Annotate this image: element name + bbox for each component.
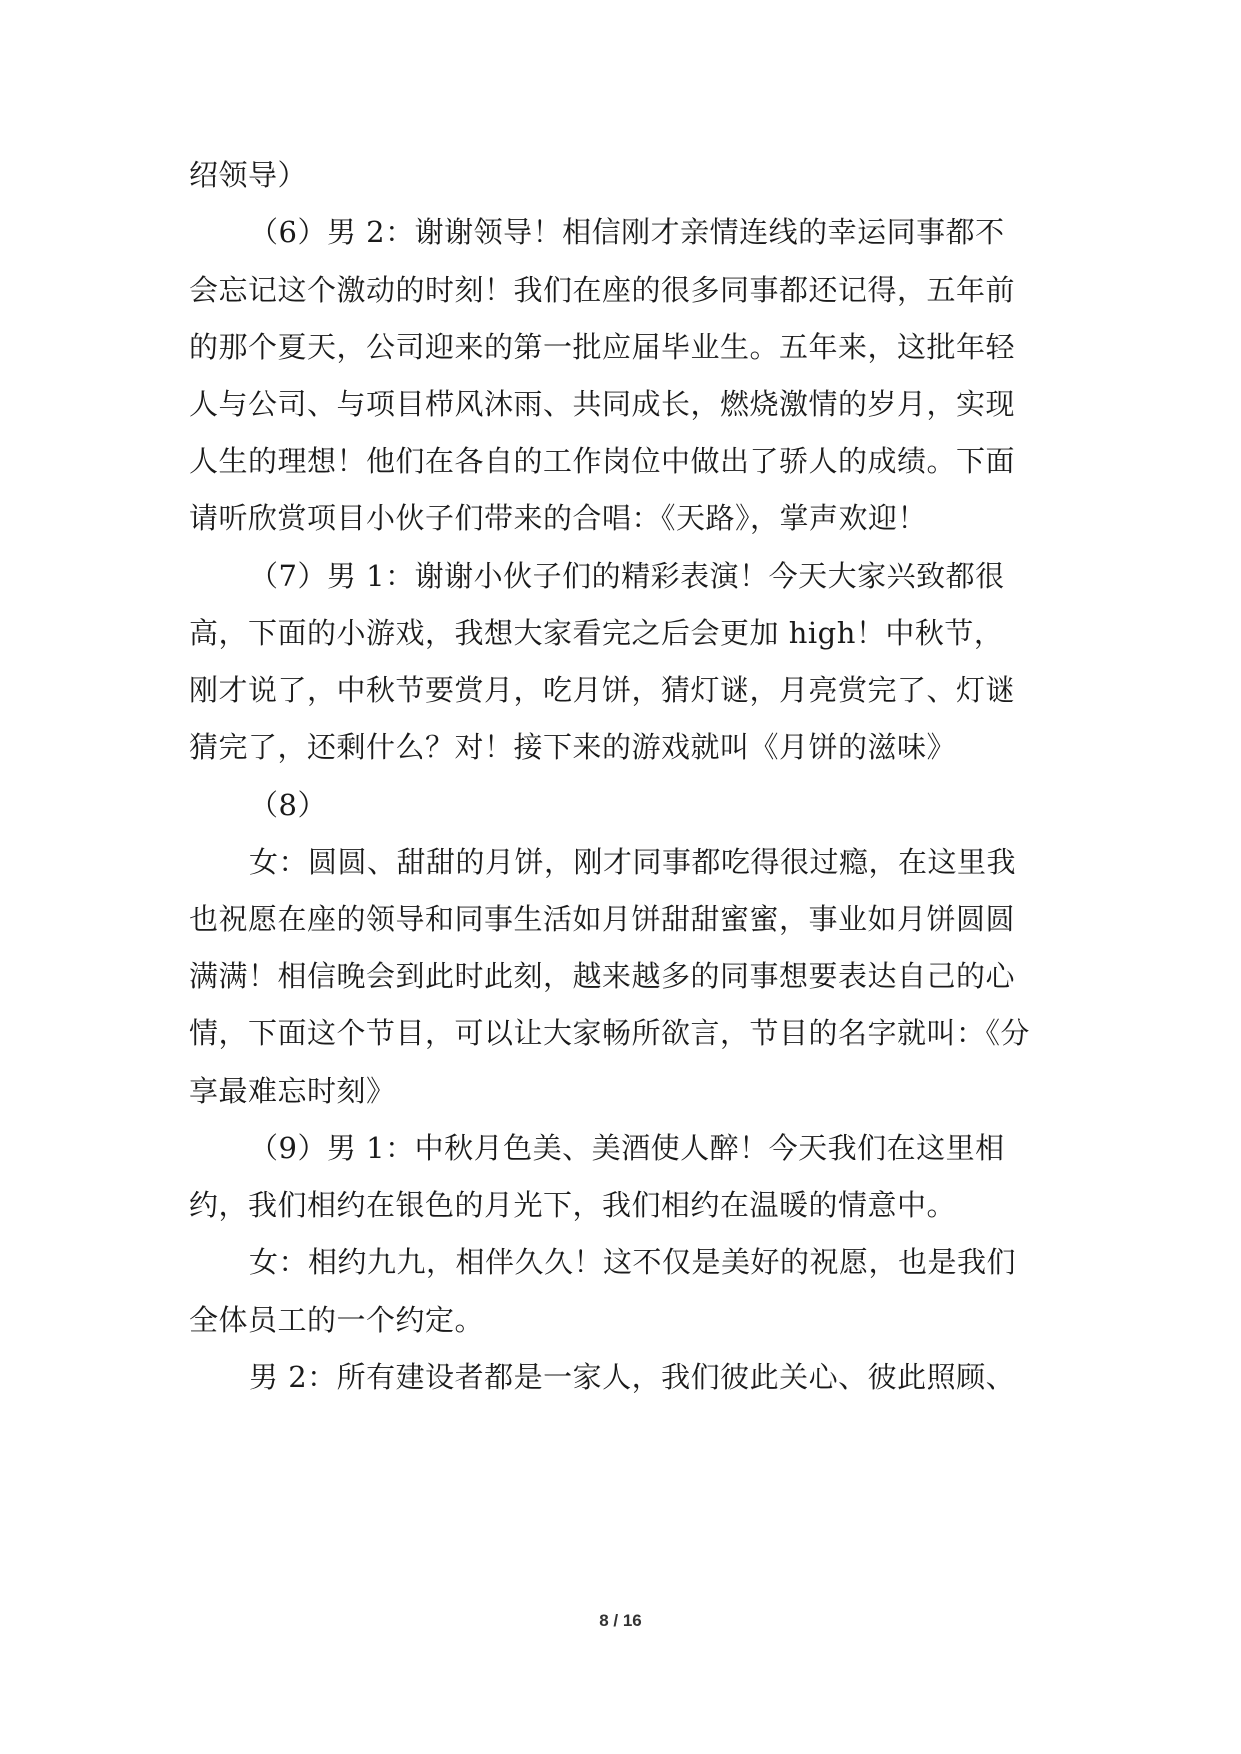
text-line: 也祝愿在座的领导和同事生活如月饼甜甜蜜蜜，事业如月饼圆圆 xyxy=(189,902,1016,936)
text-line: （6）男 2：谢谢领导！相信刚才亲情连线的幸运同事都不 xyxy=(249,215,1005,249)
text-line: （8） xyxy=(249,788,327,822)
text-line: 约，我们相约在银色的月光下，我们相约在温暖的情意中。 xyxy=(189,1188,957,1222)
text-line: 刚才说了，中秋节要赏月，吃月饼，猜灯谜，月亮赏完了、灯谜 xyxy=(189,673,1016,707)
text-line: 猜完了，还剩什么？对！接下来的游戏就叫《月饼的滋味》 xyxy=(189,730,957,764)
text-line: 人生的理想！他们在各自的工作岗位中做出了骄人的成绩。下面 xyxy=(189,444,1016,478)
text-line: 绍领导） xyxy=(189,158,308,192)
text-line: 会忘记这个激动的时刻！我们在座的很多同事都还记得，五年前 xyxy=(189,273,1016,307)
text-line: 男 2：所有建设者都是一家人，我们彼此关心、彼此照顾、 xyxy=(249,1360,1016,1394)
text-line: 满满！相信晚会到此时此刻，越来越多的同事想要表达自己的心 xyxy=(189,959,1016,993)
text-line: （7）男 1：谢谢小伙子们的精彩表演！今天大家兴致都很 xyxy=(249,559,1005,593)
text-line: 享最难忘时刻》 xyxy=(189,1074,396,1108)
page-number: 8 / 16 xyxy=(599,1611,642,1630)
text-line: 女：圆圆、甜甜的月饼，刚才同事都吃得很过瘾，在这里我 xyxy=(249,845,1017,879)
text-line: 的那个夏天，公司迎来的第一批应届毕业生。五年来，这批年轻 xyxy=(189,330,1016,364)
text-line: 高，下面的小游戏，我想大家看完之后会更加 high！中秋节， xyxy=(189,616,1004,650)
text-line: 请听欣赏项目小伙子们带来的合唱：《天路》，掌声欢迎！ xyxy=(189,501,928,535)
text-line: 情，下面这个节目，可以让大家畅所欲言，节目的名字就叫：《分 xyxy=(189,1016,1031,1050)
text-line: （9）男 1：中秋月色美、美酒使人醉！今天我们在这里相 xyxy=(249,1131,1005,1165)
text-line: 全体员工的一个约定。 xyxy=(189,1303,485,1337)
text-line: 人与公司、与项目栉风沐雨、共同成长，燃烧激情的岁月，实现 xyxy=(189,387,1016,421)
text-line: 女：相约九九，相伴久久！这不仅是美好的祝愿，也是我们 xyxy=(249,1245,1017,1279)
